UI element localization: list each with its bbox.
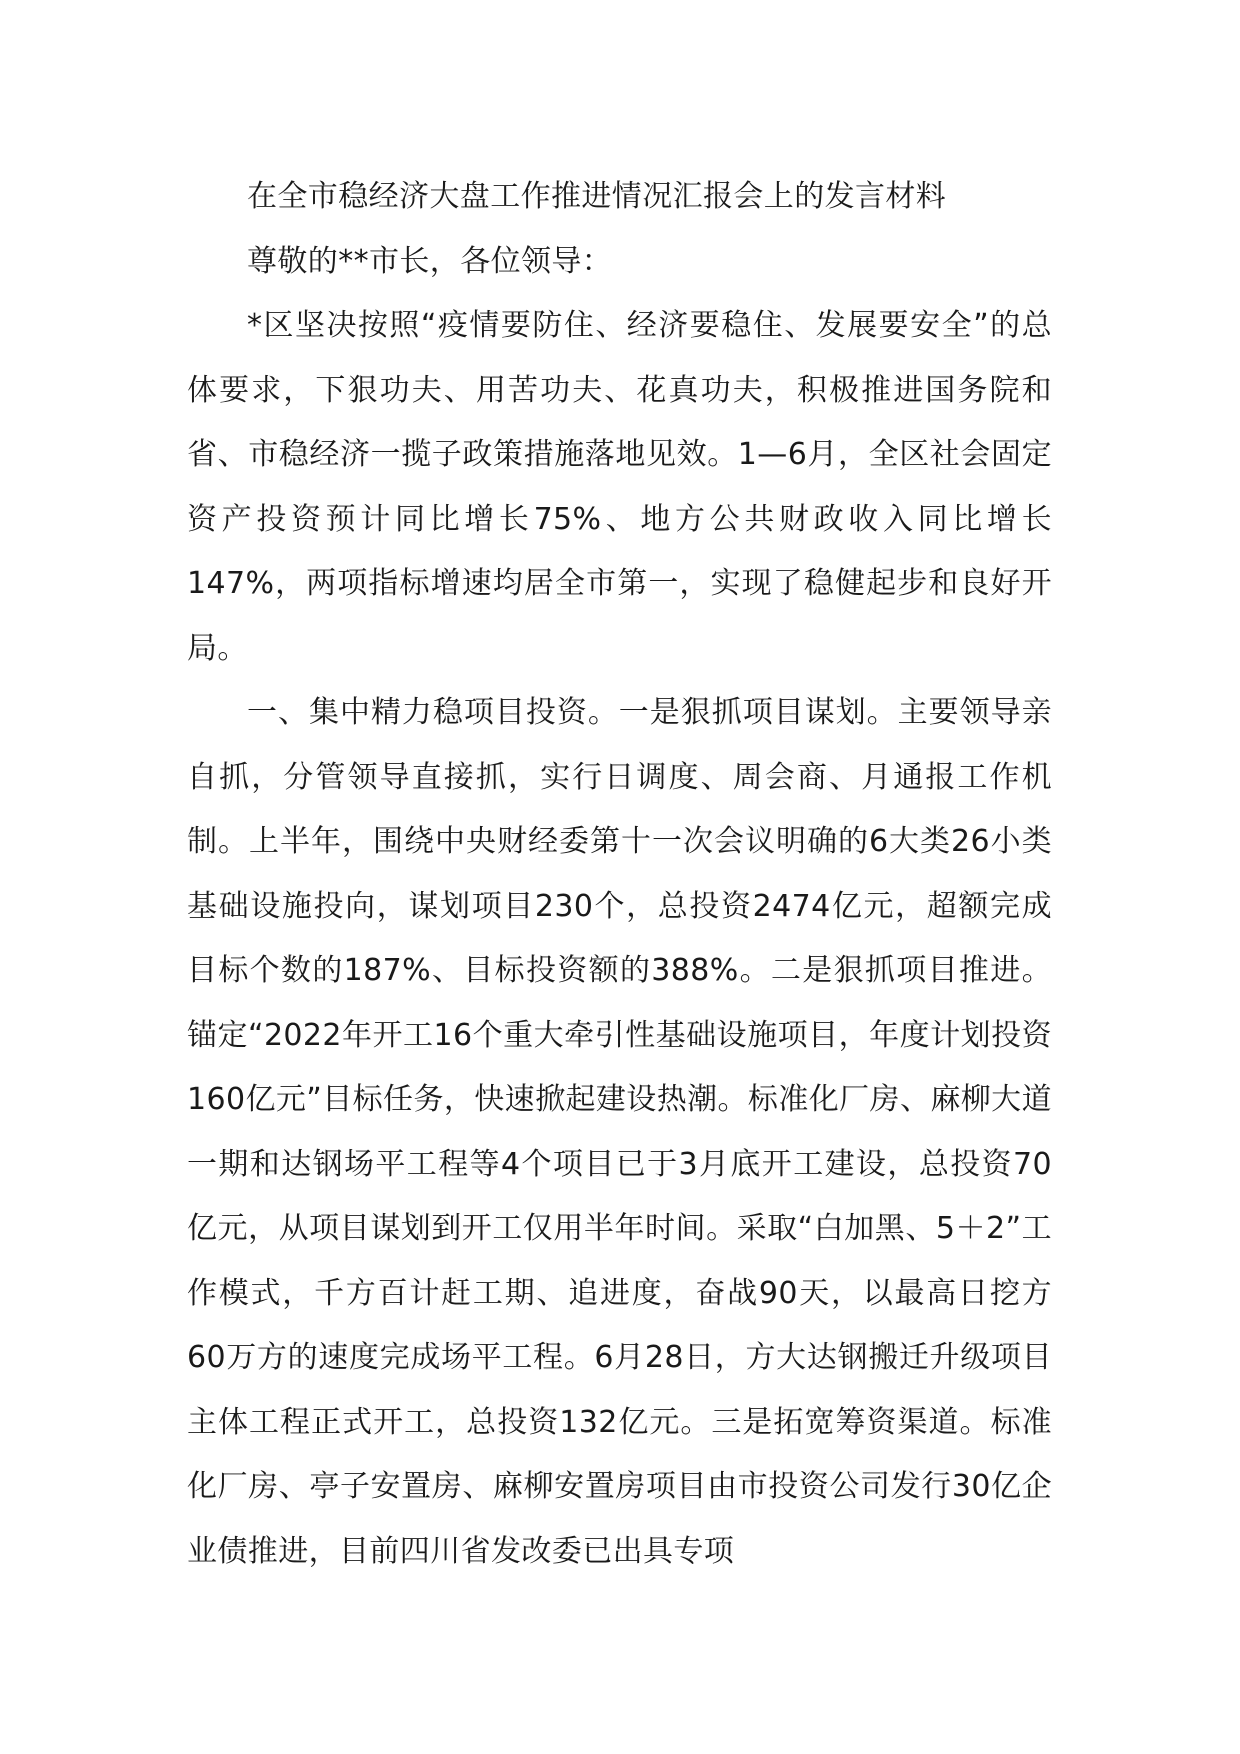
salutation: 尊敬的**市长，各位领导：	[247, 243, 613, 279]
document-body	[187, 165, 1052, 1584]
section-one-paragraph: 一、集中精力稳项目投资。一是狠抓项目谋划。主要领导亲自抓，分管领导直接抓，实行日调度、周会商、月通报工作机制。上半年，围绕中央财经委第十一次会议明确的6大类26小类基础设施投向，谋划项目230个，总投资2474亿元，超额完成目标个数的187%、目标投资额的388%。二是狠抓项目推进。锚定“2022年开工16个重大牵引性基础设施项目，年度计划投资160亿元”目标任务，快速掀起建设热潮。标准化厂房、麻柳大道一期和达钢场平工程等4个项目已于3月底开工建设，总投资70亿元，从项目谋划到开工仅用半年时间。采取“白加黑、5＋2”工作模式，千方百计赶工期、追进度，奋战90天，以最高日挖方60万方的速度完成场平工程。6月28日，方大达钢搬迁升级项目主体工程正式开工，总投资132亿元。三是拓宽筹资渠道。标准化厂房、亭子安置房、麻柳安置房项目由市投资公司发行30亿企业债推进，目前四川省发改委已出具专项	[187, 695, 1052, 1569]
document-title: 在全市稳经济大盘工作推进情况汇报会上的发言材料	[247, 179, 947, 214]
intro-paragraph: *区坚决按照“疫情要防住、经济要稳住、发展要安全”的总体要求，下狠功夫、用苦功夫、花真功夫，积极推进国务院和省、市稳经济一揽子政策措施落地见效。1—6月，全区社会固定资产投资预计同比增长75%、地方公共财政收入同比增长147%，两项指标增速均居全市第一，实现了稳健起步和良好开局。	[187, 308, 1052, 666]
